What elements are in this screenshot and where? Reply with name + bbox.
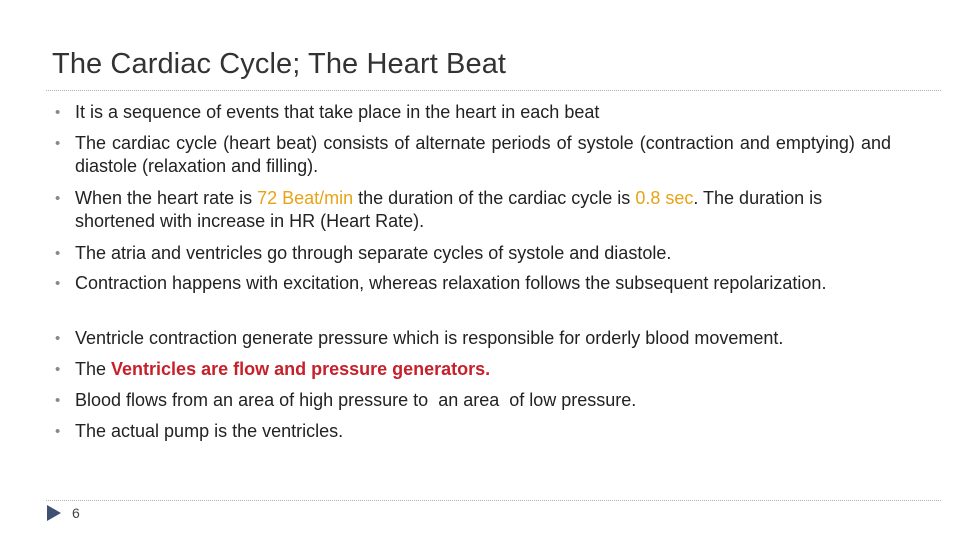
- title-divider: [46, 90, 941, 91]
- generators-emphasis: Ventricles are flow and pressure generators.: [111, 359, 491, 379]
- bullet-text-contraction: Contraction happens with excitation, whereas relaxation follows the subsequent repolarization.: [75, 273, 827, 293]
- bullet-text-pump: The actual pump is the ventricles.: [75, 421, 344, 441]
- page-number: 6: [72, 505, 80, 521]
- bullet-text-generators: [75, 358, 891, 381]
- bullet-text-blood-flow: Blood flows from an area of high pressure to an area of low pressure.: [75, 390, 637, 410]
- bullet-text-part: When the heart rate is: [75, 188, 258, 208]
- bullet-icon: •: [55, 361, 61, 378]
- bullet-text-ventricle-pressure: Ventricle contraction generate pressure which is responsible for orderly blood movement.: [75, 328, 784, 348]
- bullet-icon: •: [55, 275, 61, 292]
- bullet-icon: •: [55, 245, 61, 262]
- slide-title: The Cardiac Cycle; The Heart Beat: [52, 48, 507, 80]
- triangle-marker-icon: [47, 505, 61, 521]
- bullet-text-cardiac-cycle: The cardiac cycle (heart beat) consists of alternate periods of systole (contraction and emptying) and diastole (relaxation and filling).: [75, 133, 891, 176]
- bullet-text-part: The: [75, 359, 112, 379]
- bullet-icon: •: [55, 423, 61, 440]
- bullet-icon: •: [55, 104, 61, 121]
- bullet-icon: •: [55, 135, 61, 152]
- bullet-icon: •: [55, 330, 61, 347]
- bullet-text-part: the duration of the cardiac cycle is: [353, 188, 636, 208]
- bullet-text-sequence: It is a sequence of events that take place in the heart in each beat: [75, 102, 600, 122]
- bullet-icon: •: [55, 392, 61, 409]
- cycle-duration-value: 0.8 sec: [635, 188, 694, 208]
- bullet-text-part: . The duration is shortened with increase in HR (Heart Rate).: [75, 188, 823, 231]
- bullet-text-atria-ventricles: The atria and ventricles go through separate cycles of systole and diastole.: [75, 243, 672, 263]
- bullet-icon: •: [55, 190, 61, 207]
- bullet-text-heart-rate: [75, 187, 891, 233]
- heart-rate-value: 72 Beat/min: [257, 188, 354, 208]
- footer-divider: [46, 500, 941, 501]
